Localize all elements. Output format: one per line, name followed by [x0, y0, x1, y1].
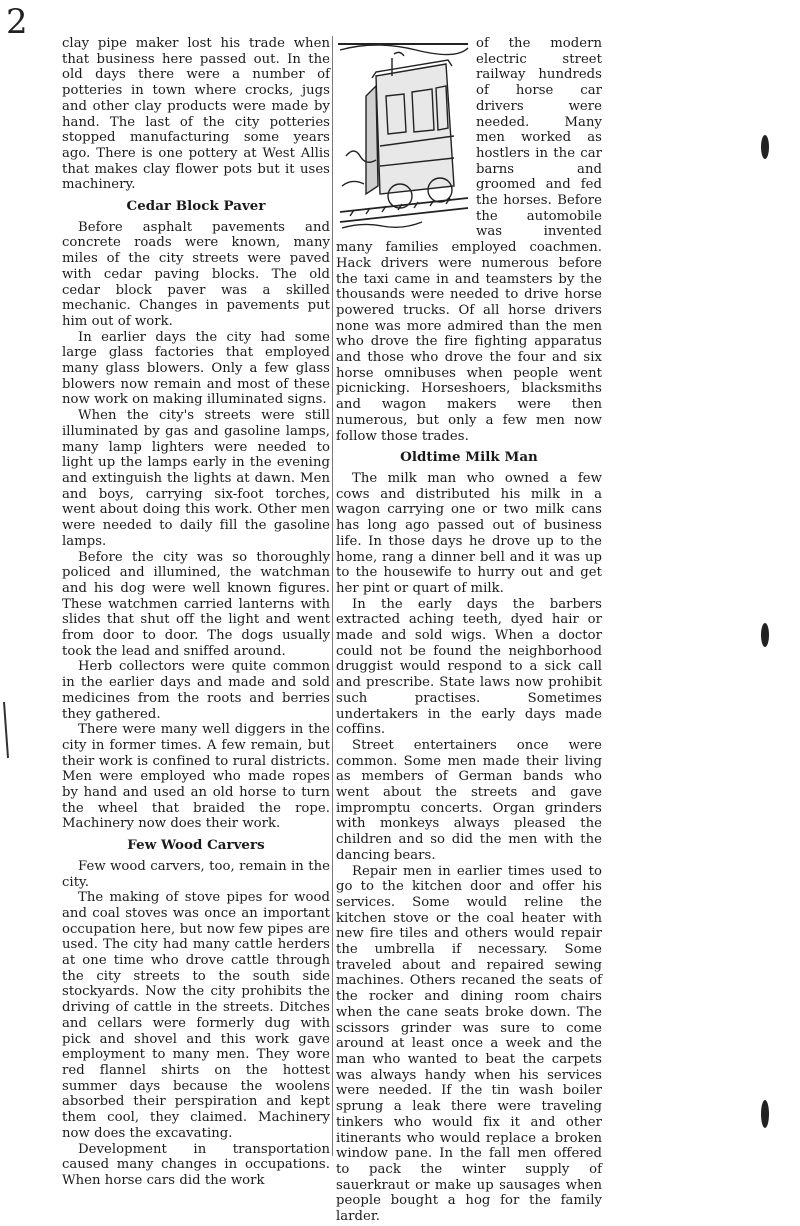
paragraph: Few wood carvers, too, remain in the city.: [62, 858, 330, 890]
paragraph: The making of stove pipes for wood and coal stoves was once an important occupation here, but now few pipes are used. The city had many cattle herders at one time who drove cattle through the city streets to the south side stockyards. Now the city prohibits the driving of cattle in the streets. Ditches and cellars were formerly dug with pick and shovel and this work gave employment to many men. They wore red flannel shirts on the hottest summer days because the woolens absorbed their perspiration and kept them cool, they claimed. Machinery now does the excavating.: [62, 890, 330, 1141]
section-heading: Oldtime Milk Man: [400, 449, 538, 466]
paragraph: Repair men in earlier times used to go to the kitchen door and offer his services. Some would reline the kitchen stove or the coal heater with new fire tiles and others would repair the umbrella if necessary. Some traveled about and repaired sewing machines. Others recaned the seats of the rocker and dining room chairs when the cane seats broke down. The scissors grinder was sure to come around at least once a week and the man who wanted to beat the carpets was always handy when his services were needed. If the tin wash boiler sprung a leak there were traveling tinkers who would fix it and other itinerants who would replace a broken window pane. In the fall men offered to pack the winter supply of sauerkraut or make up sausages when people bought a hog for the family larder.: [336, 863, 602, 1225]
column-divider: [332, 36, 333, 1156]
page-number: 2: [6, 2, 28, 42]
paragraph: Before asphalt pavements and concrete roads were known, many miles of the city streets were paved with cedar paving blocks. The old cedar block paver was a skilled mechanic. Changes in pavements put him out of work.: [62, 219, 330, 329]
paragraph: There were many well diggers in the city in former times. A few remain, but their work is confined to rural districts. Men were employed who made ropes by hand and used an old horse to turn the wheel that braided the rope. Machinery now does their work.: [62, 722, 330, 832]
paragraph: The milk man who owned a few cows and distributed his milk in a wagon carrying one or two milk cans has long ago passed out of business life. In those days he drove up to the home, rang a dinner bell and it was up to the housewife to hurry out and get her pint or quart of milk.: [336, 470, 602, 596]
paragraph: clay pipe maker lost his trade when that business here passed out. In the old days there were a number of potteries in town where crocks, jugs and other clay products were made by hand. The last of the city potteries stopped manufacturing some years ago. There is one pottery at West Allis that makes clay flower pots but it uses machinery.: [62, 36, 330, 193]
paragraph: When the city's streets were still illuminated by gas and gasoline lamps, many lamp lighters were needed to light up the lamps early in the evening and extinguish the lights at dawn. Men and boys, carrying six-foot torches, went about doing this work. Other men were needed to daily fill the gasoline lamps.: [62, 408, 330, 549]
left-column: [62, 36, 330, 1189]
right-column: [336, 36, 602, 1225]
streetcar-drawing: [336, 36, 470, 232]
horse-car-illustration: [336, 36, 470, 232]
section-heading: Few Wood Carvers: [127, 837, 265, 854]
paragraph: of the modern electric street railway hundreds of horse car drivers were needed. Many men worked as hostlers in the car barns and groomed and fed the horses. Before the automobile was invented many families employed coachmen. Hack drivers were numerous before the taxi came in and teamsters by the thousands were needed to drive horse powered trucks. Of all horse drivers none was more admired than the men who drove the fire fighting apparatus and those who drove the four and six horse omnibuses when people went picnicking. Horseshoers, blacksmiths and wagon makers were then numerous, but only a few men now follow those trades.: [336, 36, 602, 444]
paragraph: Before the city was so thoroughly policed and illumined, the watchman and his dog were well known figures. These watchmen carried lanterns with slides that shut off the light and went from door to door. The dogs usually took the lead and sniffed around.: [62, 549, 330, 659]
section-heading: Cedar Block Paver: [126, 198, 266, 215]
paragraph: In earlier days the city had some large glass factories that employed many glass blowers. Only a few glass blowers now remain and most of these now work on making illuminated signs.: [62, 329, 330, 408]
paragraph: In the early days the barbers extracted aching teeth, dyed hair or made and sold wigs. When a doctor could not be found the neighborhood druggist would respond to a sick call and prescribe. State laws now prohibit such practises. Sometimes undertakers in the early days made coffins.: [336, 596, 602, 738]
paragraph: Street entertainers once were common. Some men made their living as members of German bands who went about the streets and gave impromptu concerts. Organ grinders with monkeys always pleased the children and so did the men with the dancing bears.: [336, 737, 602, 863]
paragraph: Development in transportation caused many changes in occupations. When horse cars did the work: [62, 1141, 330, 1188]
punch-hole-mark: [756, 618, 774, 652]
paragraph: Herb collectors were quite common in the earlier days and made and sold medicines from the roots and berries they gathered.: [62, 659, 330, 722]
punch-hole-mark: [756, 1094, 774, 1134]
margin-mark: [0, 700, 14, 760]
punch-hole-mark: [756, 130, 774, 164]
